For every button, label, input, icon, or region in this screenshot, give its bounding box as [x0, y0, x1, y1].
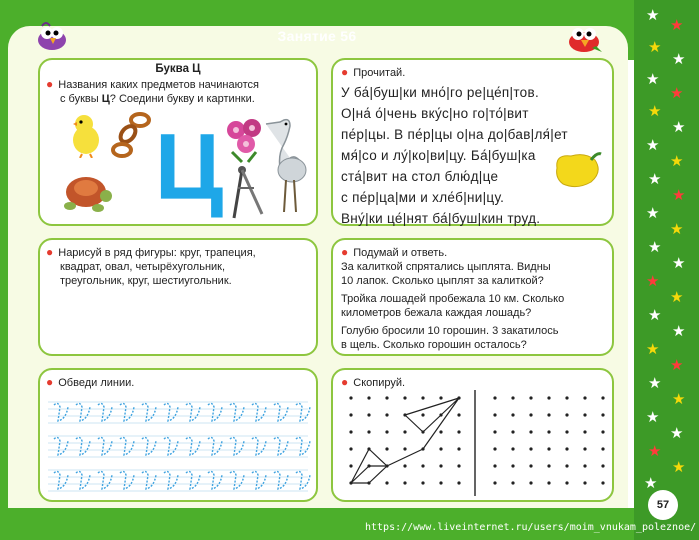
question-2 — [341, 292, 611, 320]
grid-dot — [547, 430, 550, 433]
reading-line: ста́|вит на стол блю́д|це — [341, 169, 499, 184]
grid-dot — [421, 396, 424, 399]
star-icon: ★ — [646, 204, 660, 222]
grid-dot — [385, 481, 388, 484]
star-icon: ★ — [648, 374, 662, 392]
grid-dot — [565, 413, 568, 416]
grid-dot — [511, 464, 514, 467]
trace-letter — [208, 437, 222, 455]
star-icon: ★ — [648, 306, 662, 324]
trace-letter — [98, 403, 112, 421]
star-icon: ★ — [646, 136, 660, 154]
trace-letter — [274, 471, 288, 489]
grid-dot — [583, 413, 586, 416]
card-shapes — [38, 238, 318, 356]
trace-letter — [98, 437, 112, 455]
drawn-figure — [351, 398, 459, 483]
source-url: https://www.liveinternet.ru/users/moim_vnukam_poleznoe/ — [365, 522, 697, 533]
grid-dot — [439, 464, 442, 467]
question-line: километров бежала каждая лошадь? — [341, 307, 532, 319]
page-number: 57 — [648, 490, 678, 520]
reading-line: У ба́|буш|ки мно́|го ре|це́п|тов. — [341, 85, 540, 100]
grid-dot — [403, 430, 406, 433]
grid-dot — [439, 396, 442, 399]
trace-letter — [208, 403, 222, 421]
grid-dot — [439, 447, 442, 450]
star-icon: ★ — [648, 442, 662, 460]
grid-dot — [367, 413, 370, 416]
bullet-icon: ● — [341, 375, 349, 389]
trace-letter — [142, 403, 156, 421]
trace-letter — [274, 403, 288, 421]
left-border — [0, 0, 8, 540]
grid-dot — [601, 396, 604, 399]
trace-letter — [274, 437, 288, 455]
question-line: Голубю бросили 10 горошин. 3 закатилось — [341, 325, 559, 337]
star-icon: ★ — [672, 118, 686, 136]
grid-dot — [511, 447, 514, 450]
grid-dot — [529, 464, 532, 467]
star-icon: ★ — [646, 70, 660, 88]
trace-letter — [164, 471, 178, 489]
grid-dot — [457, 430, 460, 433]
question-line: За калиткой спрятались цыплята. Видны — [341, 261, 551, 273]
trace-letter — [142, 471, 156, 489]
grid-dot — [547, 396, 550, 399]
trace-letter — [252, 437, 266, 455]
grid-dot — [529, 413, 532, 416]
star-icon: ★ — [672, 390, 686, 408]
grid-dot — [601, 447, 604, 450]
question-3 — [341, 324, 611, 352]
trace-letter — [54, 471, 68, 489]
star-icon: ★ — [672, 322, 686, 340]
instruction-text: Нарисуй в ряд фигуры: круг, трапеция, — [58, 247, 256, 259]
trace-letter — [296, 437, 310, 455]
reading-line: пе́р|цы. В пе́р|цы о|на до|бав|ля́|ет — [341, 127, 568, 142]
grid-dot — [601, 464, 604, 467]
grid-dot — [601, 430, 604, 433]
grid-dot — [349, 447, 352, 450]
grid-dot — [403, 396, 406, 399]
card-questions — [331, 238, 614, 356]
grid-dot — [403, 464, 406, 467]
card-reading — [331, 58, 614, 226]
reading-line: Вну́|ки це́|нят ба́|буш|кин труд. — [341, 211, 541, 226]
grid-dot — [385, 413, 388, 416]
grid-dot — [421, 464, 424, 467]
star-icon: ★ — [648, 38, 662, 56]
trace-letter — [98, 471, 112, 489]
instruction-text: квадрат, овал, четырёхугольник, — [60, 261, 226, 273]
grid-dot — [493, 464, 496, 467]
trace-letter — [230, 471, 244, 489]
grid-dot — [457, 464, 460, 467]
trace-letter — [186, 403, 200, 421]
grid-dot — [385, 447, 388, 450]
star-icon: ★ — [672, 254, 686, 272]
trace-letter — [230, 403, 244, 421]
grid-dot — [511, 481, 514, 484]
question-line: в щель. Сколько горошин осталось? — [341, 339, 527, 351]
grid-dot — [439, 430, 442, 433]
trace-letter — [120, 471, 134, 489]
question-line: Тройка лошадей пробежала 10 км. Сколько — [341, 293, 565, 305]
card-heading: Прочитай. — [353, 67, 406, 79]
star-icon: ★ — [644, 474, 658, 492]
star-icon: ★ — [670, 424, 684, 442]
star-icon: ★ — [672, 186, 686, 204]
trace-letter — [76, 437, 90, 455]
trace-letter — [252, 471, 266, 489]
star-icon: ★ — [672, 50, 686, 68]
grid-dot — [457, 413, 460, 416]
star-icon: ★ — [648, 102, 662, 120]
star-icon: ★ — [646, 408, 660, 426]
star-icon: ★ — [646, 340, 660, 358]
instruction-text: треугольник, круг, шестиугольник. — [60, 275, 232, 287]
grid-dot — [601, 413, 604, 416]
reading-line: мя́|со и лу́|ко|ви|цу. Ба́|буш|ка — [341, 148, 536, 163]
grid-dot — [457, 481, 460, 484]
instruction-text: с буквы — [60, 93, 102, 105]
instruction-bold: Ц — [101, 93, 110, 105]
bullet-icon: ● — [341, 65, 349, 79]
grid-dot — [511, 396, 514, 399]
grid-dot — [583, 430, 586, 433]
star-icon: ★ — [670, 16, 684, 34]
grid-dot — [385, 396, 388, 399]
trace-letter — [186, 471, 200, 489]
grid-dot — [529, 396, 532, 399]
card-heading: Подумай и ответь. — [353, 247, 448, 259]
grid-dot — [349, 413, 352, 416]
grid-dot — [565, 430, 568, 433]
grid-dot — [583, 447, 586, 450]
grid-dot — [583, 481, 586, 484]
grid-dot — [565, 396, 568, 399]
trace-letter — [296, 471, 310, 489]
trace-letter — [54, 403, 68, 421]
dot-grid[interactable] — [337, 390, 609, 498]
grid-dot — [457, 447, 460, 450]
grid-dot — [511, 430, 514, 433]
grid-dot — [583, 396, 586, 399]
star-icon: ★ — [672, 458, 686, 476]
reading-line: О|на́ о́|чень вку́с|но го|то́|вит — [341, 106, 529, 121]
star-icon: ★ — [670, 84, 684, 102]
instruction-text: Названия каких предметов начинаются — [58, 79, 259, 91]
question-1 — [341, 260, 611, 288]
star-icon: ★ — [648, 238, 662, 256]
tracing-lines[interactable] — [44, 392, 312, 498]
grid-dot — [439, 481, 442, 484]
trace-letter — [120, 403, 134, 421]
grid-dot — [565, 481, 568, 484]
trace-letter — [76, 403, 90, 421]
reading-line: с пе́р|ца|ми и хле́б|ни|цу. — [341, 190, 505, 205]
star-stripe — [634, 0, 699, 540]
grid-dot — [547, 481, 550, 484]
grid-dot — [493, 447, 496, 450]
chick-icon — [64, 110, 104, 158]
grid-dot — [349, 396, 352, 399]
star-icon: ★ — [670, 288, 684, 306]
page-title: Занятие 56 — [277, 28, 357, 44]
grid-dot — [565, 464, 568, 467]
trace-letter — [54, 437, 68, 455]
trace-letter — [186, 437, 200, 455]
question-line: 10 лапок. Сколько цыплят за калиткой? — [341, 275, 544, 287]
card-copy — [331, 368, 614, 502]
grid-dot — [421, 413, 424, 416]
grid-dot — [349, 430, 352, 433]
star-icon: ★ — [670, 356, 684, 374]
heron-icon — [262, 114, 316, 214]
trace-letter — [164, 437, 178, 455]
trace-letter — [120, 437, 134, 455]
instruction-text: ? Соедини букву и картинки. — [109, 93, 255, 105]
grid-dot — [349, 464, 352, 467]
grid-dot — [493, 413, 496, 416]
grid-dot — [547, 413, 550, 416]
trace-letter — [76, 471, 90, 489]
grid-dot — [367, 430, 370, 433]
turtle-icon — [60, 168, 112, 214]
star-icon: ★ — [670, 152, 684, 170]
card-heading: Обведи линии. — [58, 377, 135, 389]
pepper-icon — [551, 150, 603, 190]
bullet-icon: ● — [46, 245, 54, 259]
grid-dot — [493, 396, 496, 399]
bullet-icon: ● — [46, 77, 54, 91]
trace-letter — [164, 403, 178, 421]
grid-dot — [385, 430, 388, 433]
trace-letter — [208, 471, 222, 489]
star-icon: ★ — [646, 272, 660, 290]
trace-letter — [142, 437, 156, 455]
grid-dot — [367, 396, 370, 399]
grid-dot — [529, 481, 532, 484]
big-letter: Ц — [154, 114, 224, 219]
star-icon: ★ — [646, 6, 660, 24]
trace-letter — [252, 403, 266, 421]
card-letter — [38, 58, 318, 226]
grid-dot — [601, 481, 604, 484]
bullet-icon: ● — [341, 245, 349, 259]
grid-dot — [529, 430, 532, 433]
star-icon: ★ — [648, 170, 662, 188]
grid-dot — [493, 481, 496, 484]
grid-dot — [547, 447, 550, 450]
card-tracing — [38, 368, 318, 502]
chain-icon — [110, 110, 152, 164]
grid-dot — [529, 447, 532, 450]
grid-dot — [583, 464, 586, 467]
trace-letter — [296, 403, 310, 421]
grid-dot — [493, 430, 496, 433]
grid-dot — [511, 413, 514, 416]
grid-dot — [565, 447, 568, 450]
card-heading: Буква Ц — [155, 63, 201, 75]
card-heading: Скопируй. — [353, 377, 406, 389]
grid-dot — [403, 481, 406, 484]
trace-letter — [230, 437, 244, 455]
star-icon: ★ — [670, 220, 684, 238]
bullet-icon: ● — [46, 375, 54, 389]
grid-dot — [421, 481, 424, 484]
grid-dot — [403, 447, 406, 450]
grid-dot — [547, 464, 550, 467]
